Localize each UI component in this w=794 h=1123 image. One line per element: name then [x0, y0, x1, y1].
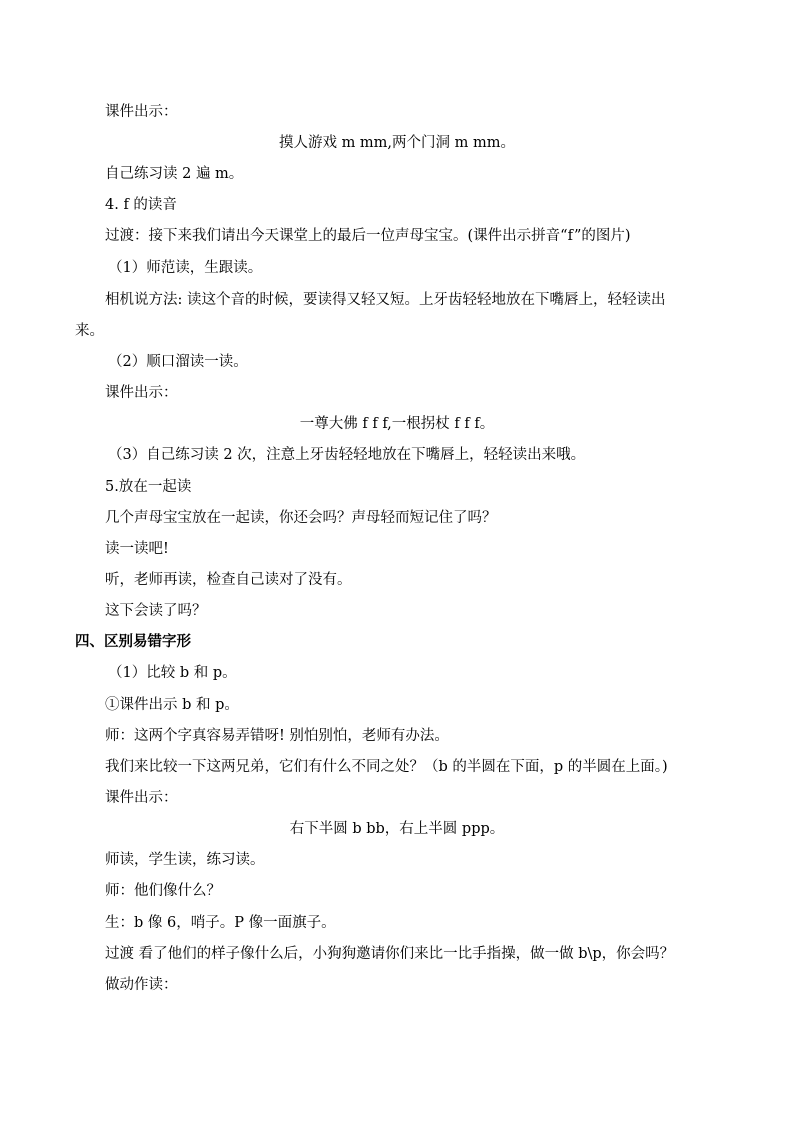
paragraph: 自己练习读 2 遍 m。 [105, 166, 244, 182]
section-heading: 4. f 的读音 [105, 197, 177, 213]
paragraph: ①课件出示 b 和 p。 [105, 697, 239, 713]
paragraph: 课件出示： [105, 104, 178, 120]
paragraph: 几个声母宝宝放在一起读，你还会吗？声母轻而短记住了吗？ [105, 510, 497, 526]
paragraph-centered: 一尊大佛 f f f,一根拐杖 f f f。 [299, 416, 495, 432]
paragraph: （2）顺口溜读一读。 [108, 354, 248, 370]
section-heading: 5.放在一起读 [105, 479, 192, 495]
paragraph: 读一读吧! [105, 541, 169, 557]
paragraph: （1）师范读，生跟读。 [108, 260, 263, 276]
paragraph-continuation: 来。 [75, 323, 104, 339]
paragraph: 师读，学生读，练习读。 [105, 852, 265, 868]
paragraph: 听，老师再读，检查自己读对了没有。 [105, 572, 352, 588]
paragraph: 做动作读： [105, 977, 178, 993]
paragraph: 师：他们像什么？ [105, 883, 221, 899]
paragraph: 我们来比较一下这两兄弟，它们有什么不同之处？（b 的半圆在下面，p 的半圆在上面。) [105, 759, 668, 775]
paragraph: （3）自己练习读 2 次，注意上牙齿轻轻地放在下嘴唇上，轻轻读出来哦。 [108, 447, 586, 463]
paragraph: 师：这两个字真容易弄错呀! 别怕别怕，老师有办法。 [105, 728, 449, 744]
paragraph: （1）比较 b 和 p。 [108, 665, 237, 681]
paragraph: 过渡：接下来我们请出今天课堂上的最后一位声母宝宝。(课件出示拼音“f”的图片) [105, 228, 631, 244]
paragraph-centered: 摸人游戏 m mm,两个门洞 m mm。 [278, 135, 516, 151]
paragraph: 课件出示： [105, 385, 178, 401]
paragraph: 这下会读了吗？ [105, 603, 207, 619]
paragraph: 相机说方法: 读这个音的时候，要读得又轻又短。上牙齿轻轻地放在下嘴唇上，轻轻读出 [105, 292, 666, 308]
paragraph: 课件出示： [105, 790, 178, 806]
chapter-heading: 四、区别易错字形 [75, 633, 191, 650]
paragraph-centered: 右下半圆 b bb，右上半圆 ppp。 [289, 821, 505, 837]
paragraph: 过渡 看了他们的样子像什么后，小狗狗邀请你们来比一比手指操，做一做 b\p，你会吗？ [105, 946, 675, 962]
paragraph: 生：b 像 6，哨子。P 像一面旗子。 [105, 915, 336, 931]
